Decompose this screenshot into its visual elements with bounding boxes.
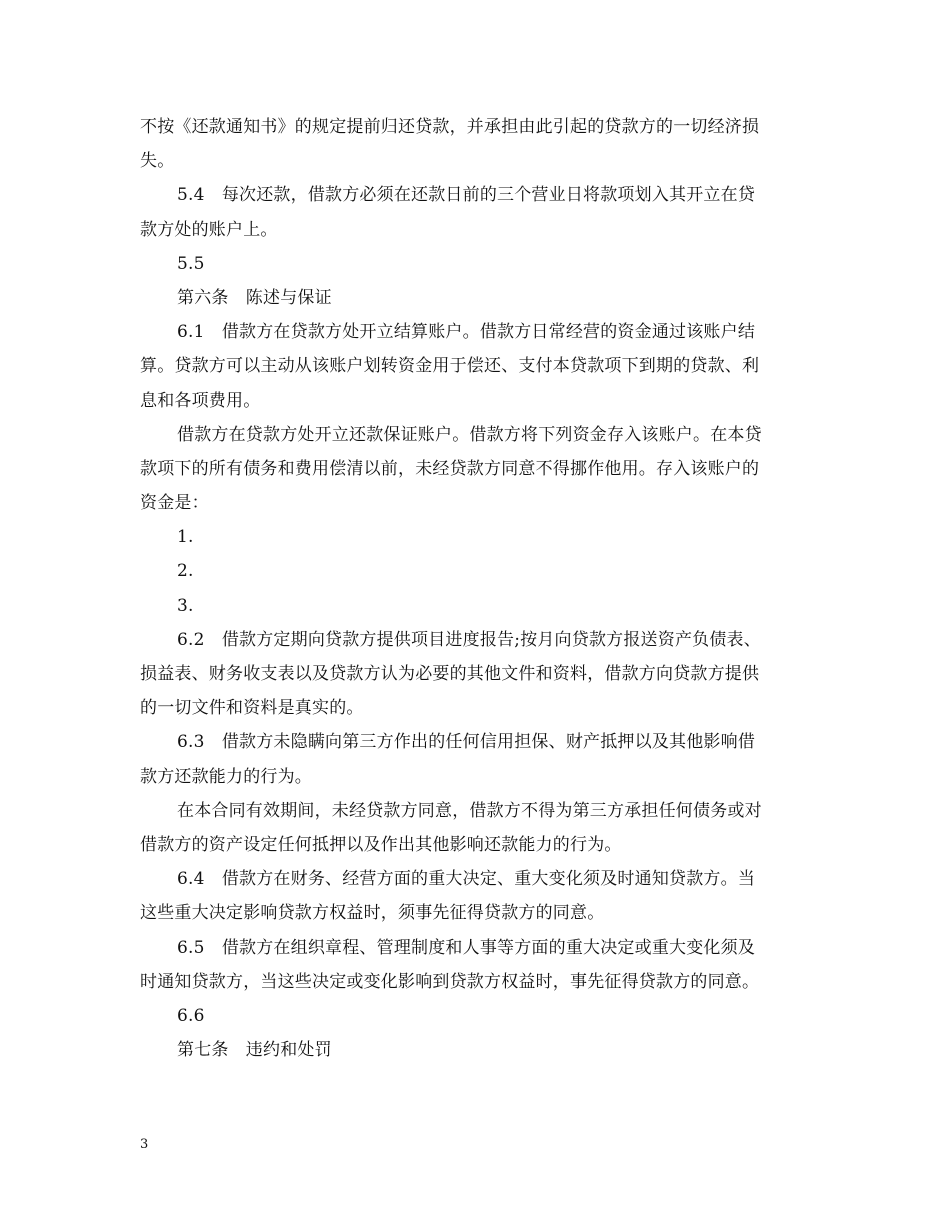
list-item-1: 1. [177, 527, 194, 548]
text-line: 损益表、财务收支表以及贷款方认为必要的其他文件和资料，借款方向贷款方提供 [140, 664, 760, 684]
paragraph-start: 借款方在贷款方处开立还款保证账户。借款方将下列资金存入该账户。在本贷 [177, 424, 762, 445]
text-line: 时通知贷款方，当这些决定或变化影响到贷款方权益时，事先征得贷款方的同意。 [140, 971, 760, 992]
text-line: 款方还款能力的行为。 [140, 766, 312, 787]
text-line: 款项下的所有债务和费用偿清以前，未经贷款方同意不得挪作他用。存入该账户的 [140, 458, 760, 479]
clause-6-5: 6.5 借款方在组织章程、管理制度和人事等方面的重大决定或重大变化须及 [177, 937, 756, 958]
list-item-2: 2. [177, 561, 194, 582]
clause-6-6: 6.6 [177, 1005, 205, 1026]
article-6-heading: 第六条 陈述与保证 [177, 287, 332, 308]
text-line: 算。贷款方可以主动从该账户划转资金用于偿还、支付本贷款项下到期的贷款、利 [140, 356, 760, 377]
text-line: 款方处的账户上。 [140, 219, 278, 240]
clause-6-1: 6.1 借款方在贷款方处开立结算账户。借款方日常经营的资金通过该账户结 [177, 322, 756, 343]
page-number: 3 [140, 1137, 149, 1152]
clause-6-4: 6.4 借款方在财务、经营方面的重大决定、重大变化须及时通知贷款方。当 [177, 869, 756, 890]
paragraph-start: 在本合同有效期间，未经贷款方同意，借款方不得为第三方承担任何债务或对 [177, 800, 762, 821]
text-line: 借款方的资产设定任何抵押以及作出其他影响还款能力的行为。 [140, 834, 622, 855]
text-line: 息和各项费用。 [140, 390, 261, 411]
clause-5-4: 5.4 每次还款，借款方必须在还款日前的三个营业日将款项划入其开立在贷 [177, 185, 756, 206]
clause-5-5: 5.5 [177, 253, 205, 274]
text-line: 资金是： [140, 493, 209, 514]
clause-6-2: 6.2 借款方定期向贷款方提供项目进度报告;按月向贷款方报送资产负债表、 [177, 629, 761, 650]
document-body [140, 110, 812, 1067]
text-line: 的一切文件和资料是真实的。 [140, 698, 364, 719]
text-line: 不按《还款通知书》的规定提前归还贷款，并承担由此引起的贷款方的一切经济损 [140, 117, 760, 137]
article-7-heading: 第七条 违约和处罚 [177, 1040, 332, 1061]
list-item-3: 3. [177, 595, 194, 616]
text-line: 这些重大决定影响贷款方权益时，须事先征得贷款方的同意。 [140, 903, 605, 924]
text-line: 失。 [140, 151, 175, 172]
clause-6-3: 6.3 借款方未隐瞒向第三方作出的任何信用担保、财产抵押以及其他影响借 [177, 732, 756, 753]
